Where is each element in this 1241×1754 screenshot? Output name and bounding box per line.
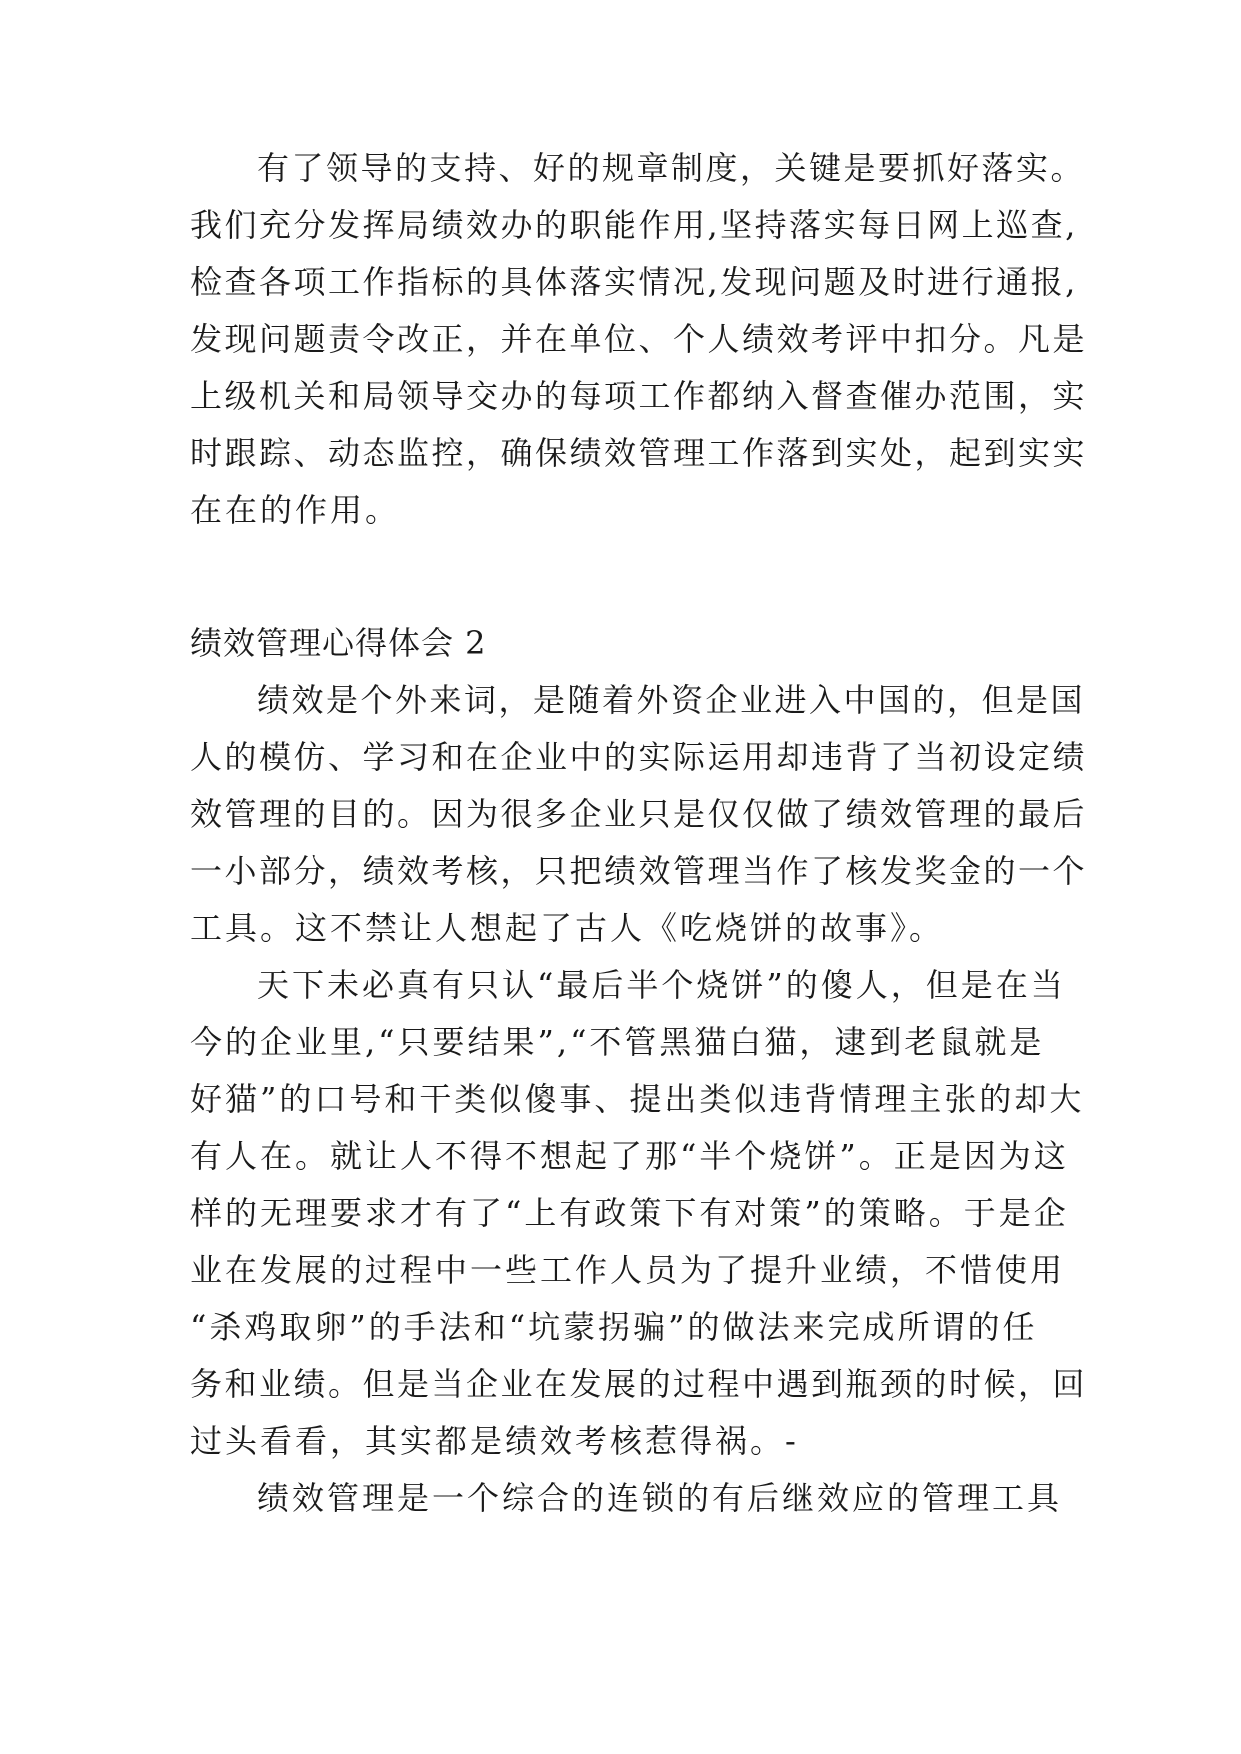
paragraph-line: 工具。这不禁让人想起了古人《吃烧饼的故事》。 (190, 909, 945, 947)
paragraph-line: 有了领导的支持、好的规章制度，关键是要抓好落实。 (257, 149, 1086, 187)
paragraph-line: 务和业绩。但是当企业在发展的过程中遇到瓶颈的时候，回 (190, 1365, 1088, 1403)
paragraph-line: 上级机关和局领导交办的每项工作都纳入督查催办范围，实 (190, 377, 1088, 415)
paragraph-line: 绩效是个外来词，是随着外资企业进入中国的，但是国 (257, 681, 1086, 719)
paragraph-line: 有人在。就让人不得不想起了那“半个烧饼”。正是因为这 (190, 1137, 1069, 1175)
paragraph-line: 今的企业里,“只要结果”,“不管黑猫白猫，逮到老鼠就是 (190, 1023, 1045, 1061)
paragraph-line: 样的无理要求才有了“上有政策下有对策”的策略。于是企 (190, 1194, 1069, 1232)
paragraph-line: 业在发展的过程中一些工作人员为了提升业绩，不惜使用 (190, 1251, 1066, 1289)
paragraph-line: 好猫”的口号和干类似傻事、提出类似违背情理主张的却大 (190, 1080, 1085, 1118)
paragraph-line: 检查各项工作指标的具体落实情况,发现问题及时进行通报, (190, 263, 1078, 301)
paragraph-line: 在在的作用。 (190, 491, 401, 529)
paragraph-line: 一小部分，绩效考核，只把绩效管理当作了核发奖金的一个 (190, 852, 1088, 890)
paragraph-line: 效管理的目的。因为很多企业只是仅仅做了绩效管理的最后 (190, 795, 1088, 833)
paragraph-line: “杀鸡取卵”的手法和“坑蒙拐骗”的做法来完成所谓的任 (190, 1308, 1038, 1346)
paragraph-line: 过头看看，其实都是绩效考核惹得祸。- (190, 1422, 799, 1460)
paragraph-line: 发现问题责令改正，并在单位、个人绩效考评中扣分。凡是 (190, 320, 1088, 358)
paragraph-line: 我们充分发挥局绩效办的职能作用,坚持落实每日网上巡查, (190, 206, 1078, 244)
paragraph-line: 时跟踪、动态监控，确保绩效管理工作落到实处，起到实实 (190, 434, 1088, 472)
paragraph-line: 人的模仿、学习和在企业中的实际运用却违背了当初设定绩 (190, 738, 1088, 776)
paragraph-line: 绩效管理是一个综合的连锁的有后继效应的管理工具 (257, 1479, 1063, 1517)
section-title: 绩效管理心得体会 2 (190, 624, 487, 662)
paragraph-line: 天下未必真有只认“最后半个烧饼”的傻人，但是在当 (257, 966, 1066, 1004)
